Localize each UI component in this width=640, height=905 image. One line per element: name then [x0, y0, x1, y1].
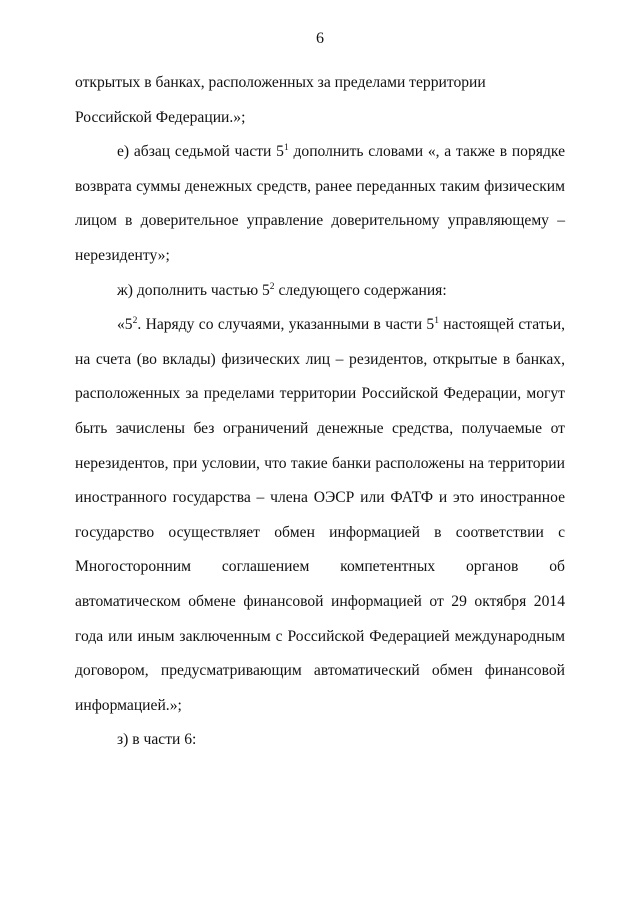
text-segment: открытых в банках, расположенных за пределами территории Российской Федерации.»;: [75, 74, 486, 126]
paragraph-continuation: [75, 66, 565, 135]
text-segment: настоящей статьи, на счета (во вклады) физических лиц – резидентов, открытые в банках, расположенных за пределами территории Российской Федерации, могут быть зачислены без ограничений денежные средства, получаемые от нерезидентов, при условии, что такие банки расположены на территории иностранного государства – члена ОЭСР или ФАТФ и это иностранное государство осуществляет обмен информацией в соответствии с Многосторонним соглашением компетентных органов об автоматическом обмене финансовой информацией от 29 октября 2014 года или иным заключенным с Российской Федерацией международным договором, предусматривающим автоматический обмен финансовой информацией.»;: [75, 316, 565, 714]
text-segment: . Наряду со случаями, указанными в части 5: [137, 316, 435, 334]
paragraph-part-5-2: [75, 308, 565, 723]
text-segment: ж) дополнить частью 5: [117, 281, 270, 299]
text-segment: з) в части 6:: [117, 731, 197, 749]
text-segment: дополнить словами «, а также в порядке возврата суммы денежных средств, ранее переданных таким физическим лицом в доверительное управление доверительному управляющему – нерезиденту»;: [75, 143, 565, 264]
superscript: 1: [283, 143, 289, 154]
superscript: 2: [132, 316, 138, 327]
paragraph-item-e: [75, 135, 565, 273]
superscript: 1: [434, 316, 439, 327]
text-segment: следующего содержания:: [274, 281, 447, 299]
paragraph-item-zh: [75, 274, 565, 309]
text-segment: «5: [117, 316, 133, 334]
paragraph-item-z: [75, 723, 565, 758]
text-segment: е) абзац седьмой части 5: [117, 143, 284, 161]
page-number: 6: [316, 30, 324, 47]
document-body: [75, 66, 565, 758]
superscript: 2: [269, 281, 275, 292]
